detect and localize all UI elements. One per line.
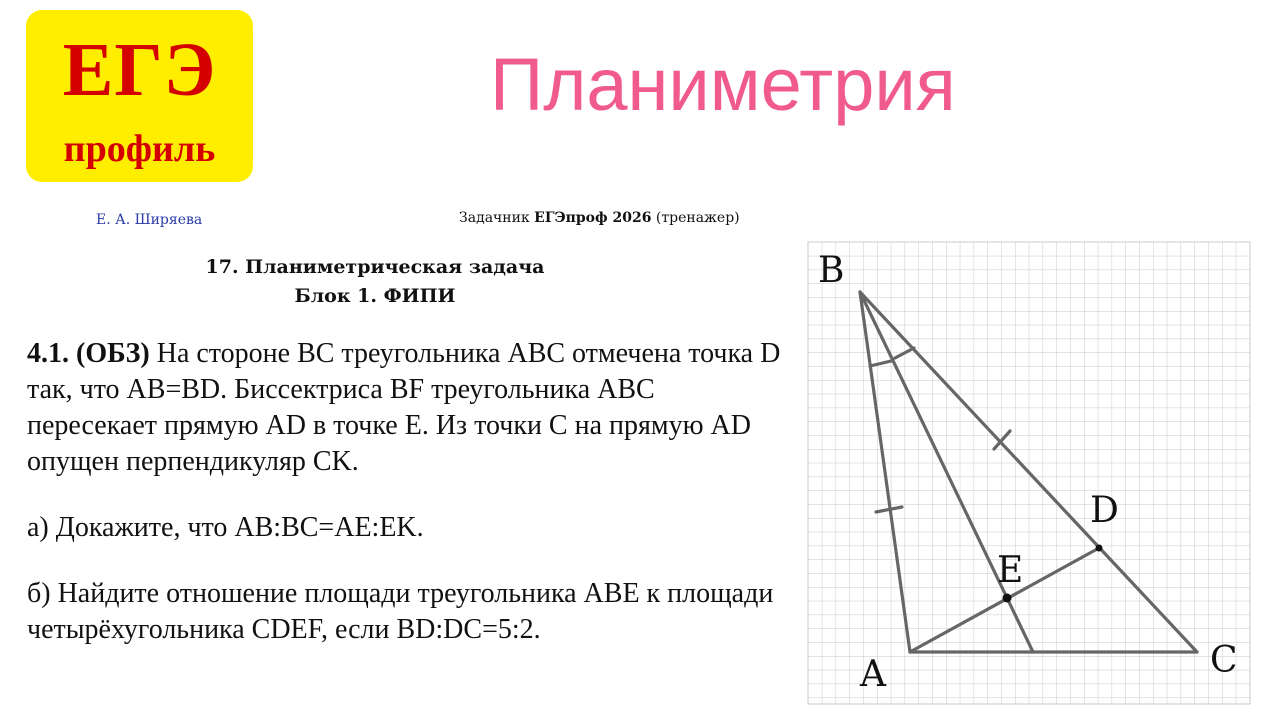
problem-text	[27, 336, 787, 648]
section-block: Блок 1. ФИПИ	[294, 285, 456, 307]
problem-statement	[27, 336, 787, 480]
problem-number: 4.1. (ОБЗ)	[27, 338, 150, 369]
author: Е. А. Ширяева	[96, 212, 203, 228]
page-title: Планиметрия	[490, 43, 956, 126]
ege-badge	[26, 10, 253, 182]
triangle-figure	[800, 240, 1260, 710]
badge-subtitle: профиль	[63, 128, 216, 170]
label-b: B	[818, 250, 845, 291]
label-a: A	[860, 654, 886, 695]
label-e: E	[997, 550, 1024, 591]
book-title	[459, 210, 740, 226]
book-prefix: Задачник	[459, 210, 535, 226]
badge-title: ЕГЭ	[62, 28, 217, 112]
section-heading: 17. Планиметрическая задача	[205, 256, 545, 278]
statement-text: На стороне BC треугольника ABC отмечена точка D так, что AB=BD. Биссектриса BF треугольника ABC пересекает прямую AD в точке E. Из точки C на прямую AD опущен перпендикуляр CK.	[27, 338, 781, 477]
point-d	[1096, 545, 1103, 552]
part-b: б) Найдите отношение площади треугольника ABE к площади четырёхугольника CDEF, если BD:DC=5:2.	[27, 578, 774, 645]
point-e	[1003, 594, 1012, 603]
book-suffix: (тренажер)	[651, 210, 740, 226]
book-name: ЕГЭпроф 2026	[534, 210, 652, 226]
label-c: C	[1210, 640, 1238, 681]
part-a: а) Докажите, что AB:BC=AE:EK.	[27, 512, 424, 543]
label-d: D	[1090, 490, 1119, 531]
